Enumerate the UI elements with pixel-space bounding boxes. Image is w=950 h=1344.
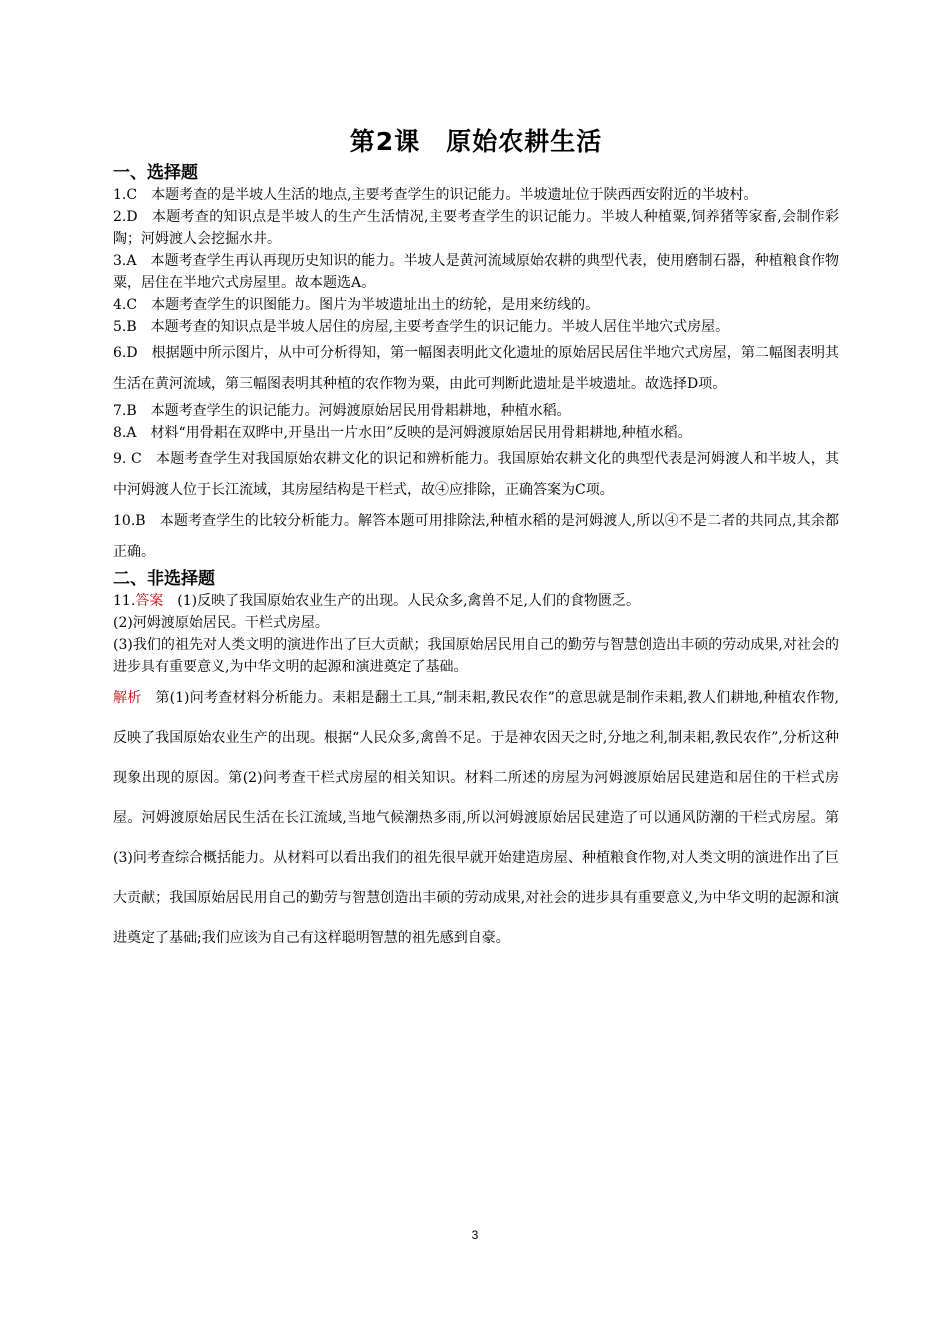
item-number: 11.: [113, 593, 136, 609]
answer-item-1: [113, 184, 839, 206]
item-text: 本题考查的知识点是半坡人的生产生活情况,主要考查学生的识记能力。半坡人种植粟,饲养猪等家畜,会制作彩陶；河姆渡人会挖掘水井。: [113, 209, 839, 247]
item-text: 本题考查学生再认再现历史知识的能力。半坡人是黄河流域原始农耕的典型代表，使用磨制石器，种植粮食作物粟，居住在半地穴式房屋里。故本题选A。: [113, 253, 839, 291]
item-number: 10.B: [113, 513, 146, 529]
answer-item-5: [113, 316, 839, 338]
item-number: 1.C: [113, 187, 138, 203]
q11-answer-3: (3)我们的祖先对人类文明的演进作出了巨大贡献；我国原始居民用自己的勤劳与智慧创造出丰硕的劳动成果,对社会的进步具有重要意义,为中华文明的起源和演进奠定了基础。: [113, 637, 839, 675]
item-number: 9. C: [113, 451, 142, 467]
item-text: 本题考查学生的识图能力。图片为半坡遗址出土的纺轮，是用来纺线的。: [151, 297, 600, 313]
item-text: 本题考查学生的识记能力。河姆渡原始居民用骨耜耕地，种植水稻。: [150, 403, 571, 419]
section-heading-nonchoice: 二、非选择题: [113, 569, 215, 589]
analysis-text: 第(1)问考查材料分析能力。耒耜是翻土工具,“制耒耜,教民农作”的意思就是制作耒耜,教人们耕地,种植农作物,反映了我国原始农业生产的出现。根据“人民众多,禽兽不足。于是神农因天之时,分地之利,制耒耜,教民农作”,分析这种现象出现的原因。第(2)问考查干栏式房屋的相关知识。材料二所述的房屋为河姆渡原始居民建造和居住的干栏式房屋。河姆渡原始居民生活在长江流域,当地气候潮热多雨,所以河姆渡原始居民建造了可以通风防潮的干栏式房屋。第(3)问考查综合概括能力。从材料可以看出我们的祖先很早就开始建造房屋、种植粮食作物,对人类文明的演进作出了巨大贡献；我国原始居民用自己的勤劳与智慧创造出丰硕的劳动成果,对社会的进步具有重要意义,为中华文明的起源和演进奠定了基础;我们应该为自己有这样聪明智慧的祖先感到自豪。: [113, 690, 839, 946]
item-number: 5.B: [113, 319, 137, 335]
section-heading-choice: 一、选择题: [113, 163, 198, 183]
answer-item-9: [113, 444, 839, 506]
item-text: 本题考查学生对我国原始农耕文化的识记和辨析能力。我国原始农耕文化的典型代表是河姆渡人和半坡人，其中河姆渡人位于长江流域，其房屋结构是干栏式，故④应排除，正确答案为C项。: [113, 451, 839, 498]
answer-item-10: [113, 506, 839, 568]
item-number: 4.C: [113, 297, 138, 313]
item-number: 6.D: [113, 345, 138, 361]
item-text: 本题考查学生的比较分析能力。解答本题可用排除法,种植水稻的是河姆渡人,所以④不是二者的共同点,其余都正确。: [113, 513, 839, 560]
item-number: 2.D: [113, 209, 138, 225]
q11-analysis: [113, 678, 839, 958]
page-title: 第2课 原始农耕生活: [349, 127, 603, 156]
answer-item-6: [113, 338, 839, 400]
item-number: 8.A: [113, 425, 137, 441]
item-text: 本题考查的是半坡人生活的地点,主要考查学生的识记能力。半坡遗址位于陕西西安附近的半坡村。: [151, 187, 758, 203]
answer-item-2: [113, 206, 839, 250]
item-text: 根据题中所示图片，从中可分析得知，第一幅图表明此文化遗址的原始居民居住半地穴式房屋，第二幅图表明其生活在黄河流域，第三幅图表明其种植的农作物为粟，由此可判断此遗址是半坡遗址。故选择D项。: [113, 345, 839, 392]
answer-item-8: [113, 422, 839, 444]
answer-item-7: [113, 400, 839, 422]
document-page: [113, 124, 839, 958]
item-number: 3.A: [113, 253, 137, 269]
answer-item-4: [113, 294, 839, 316]
analysis-label: 解析: [113, 690, 142, 706]
item-text: 本题考查的知识点是半坡人居住的房屋,主要考查学生的识记能力。半坡人居住半地穴式房屋。: [150, 319, 730, 335]
page-number: 3: [471, 1228, 479, 1242]
q11-answer-2: (2)河姆渡原始居民。干栏式房屋。: [113, 615, 329, 631]
item-number: 7.B: [113, 403, 137, 419]
answer-text: (1)反映了我国原始农业生产的出现。人民众多,禽兽不足,人们的食物匮乏。: [177, 593, 640, 609]
item-text: 材料“用骨耜在双晔中,开垦出一片水田”反映的是河姆渡原始居民用骨耜耕地,种植水稻。: [150, 425, 692, 441]
q11-answer-1: [113, 590, 839, 612]
answer-item-3: [113, 250, 839, 294]
answer-label: 答案: [135, 593, 164, 609]
